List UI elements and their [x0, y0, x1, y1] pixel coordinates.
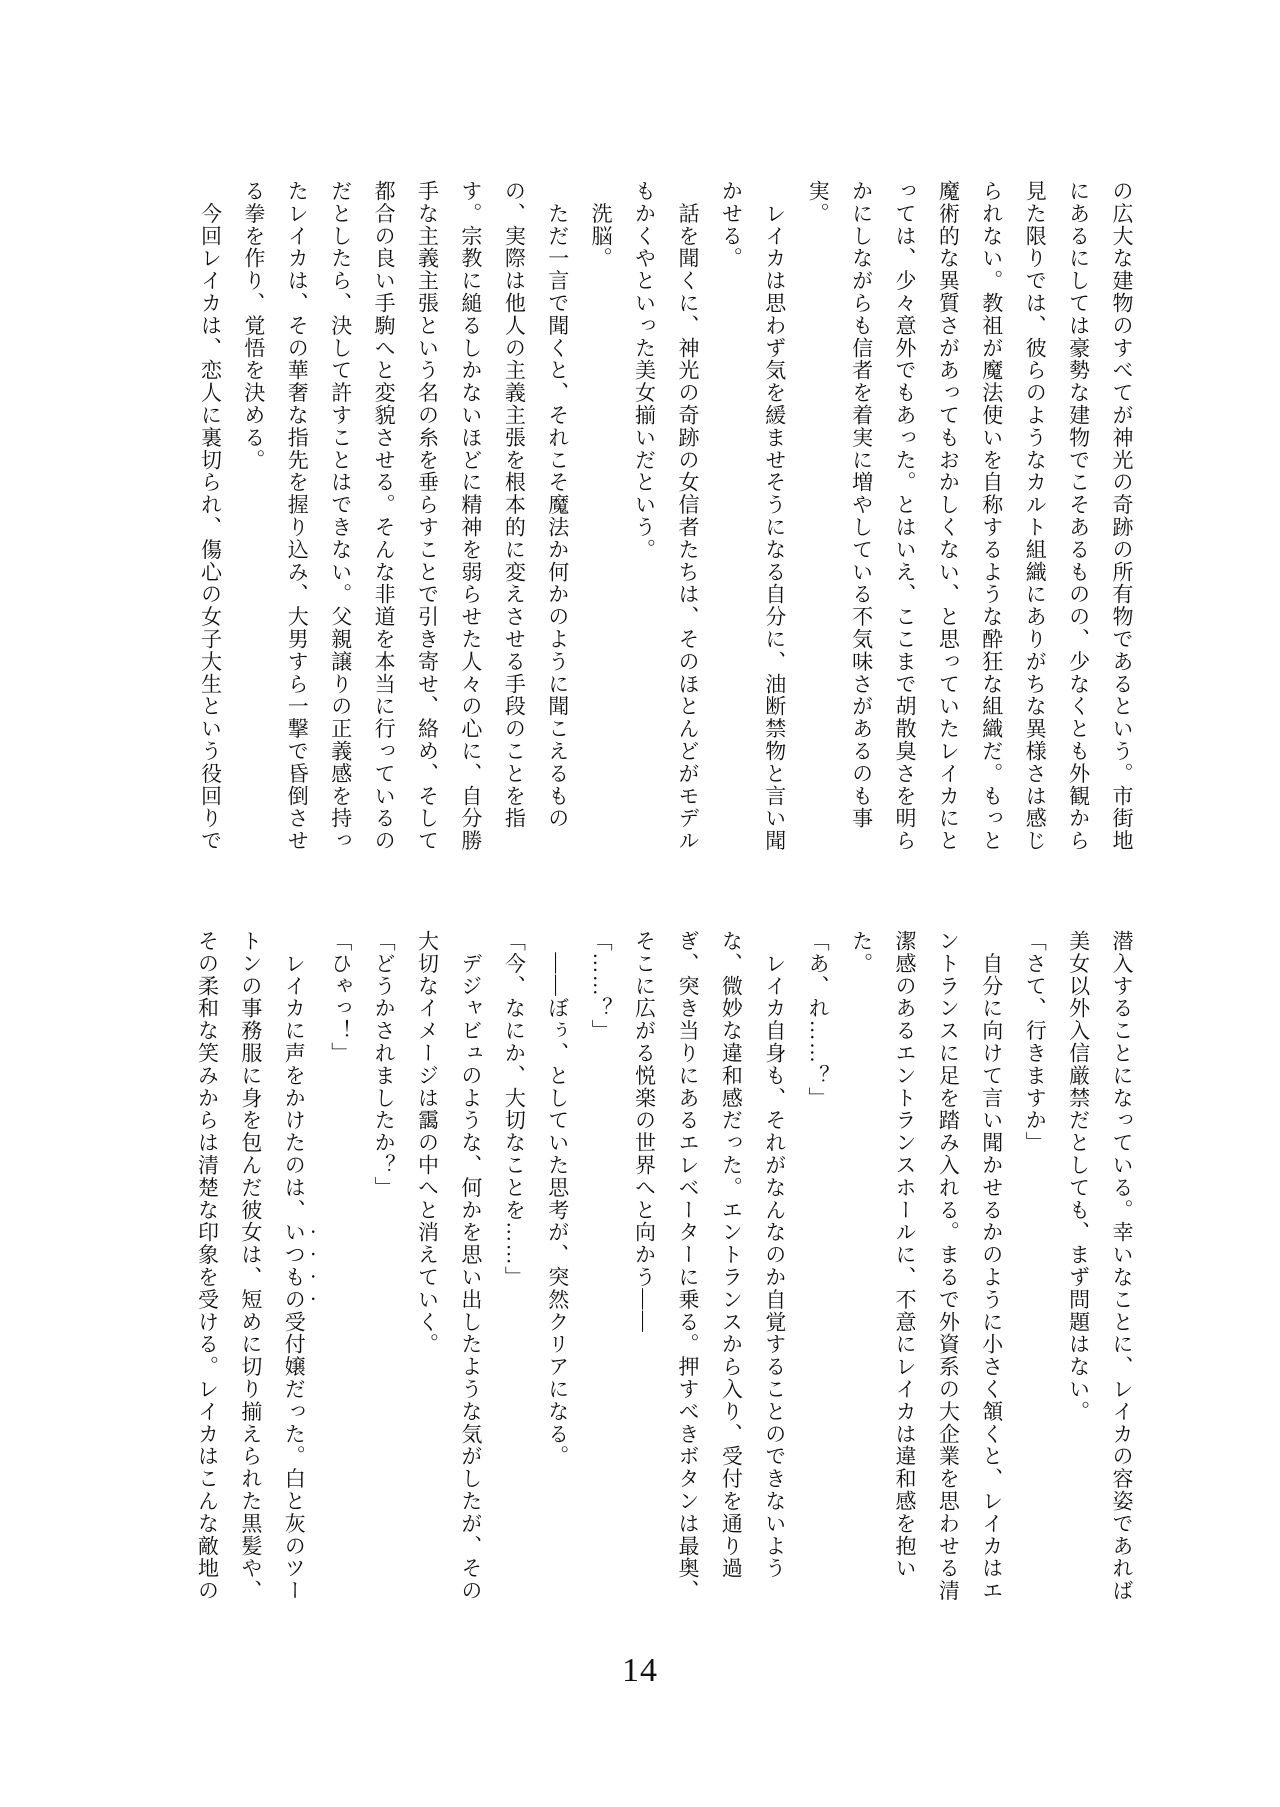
text-line: デジャビュのような、何かを思い出したような気がしたが、その	[458, 930, 483, 1602]
text-line: 手な主義主張という名の糸を垂らすことで引き寄せ、絡め、そして	[415, 180, 440, 852]
text-line: たレイカは、その華奢な指先を握り込み、大男すら一撃で昏倒させ	[285, 180, 310, 852]
text-line: 「今、なにか、大切なことを……」	[502, 930, 527, 1289]
text-line: 「あ、れ……？」	[806, 930, 831, 1110]
text-line: 「どうかされましたか？」	[372, 930, 397, 1199]
text-line: ントランスに足を踏み入れる。まるで外資系の大企業を思わせる清	[936, 930, 961, 1602]
text-line: そこに広がる悦楽の世界へと向かう――	[632, 930, 657, 1334]
text-line: 話を聞くに、神光の奇跡の女信者たちは、そのほとんどがモデル	[675, 180, 700, 852]
text-line: かせる。	[719, 180, 744, 270]
text-line: 潜入することになっている。幸いなことに、レイカの容姿であれば	[1110, 930, 1134, 1602]
text-line: の、実際は他人の主義主張を根本的に変えさせる手段のことを指	[502, 180, 527, 830]
text-line: 洗脳。	[589, 180, 614, 270]
text-line: っては、少々意外でもあった。とはいえ、ここまで胡散臭さを明ら	[892, 180, 917, 852]
text-line: 「さて、行きますか」	[1023, 930, 1048, 1154]
text-line: られない。教祖が魔法使いを自称するような酔狂な組織だ。もっと	[979, 180, 1004, 852]
text-line: 大切なイメージは靄の中へと消えていく。	[415, 930, 440, 1356]
text-line: その柔和な笑みからは清楚な印象を受ける。レイカはこんな敵地の	[195, 930, 220, 1602]
text-line: 実。	[806, 180, 831, 225]
text-line: ただ一言で聞くと、それこそ魔法か何かのように聞こえるもの	[545, 180, 570, 830]
text-line: の広大な建物のすべてが神光の奇跡の所有物であるという。市街地	[1110, 180, 1134, 852]
text-line: す。宗教に縋るしかないほどに精神を弱らせた人々の心に、自分勝	[458, 180, 483, 852]
text-line: 美女以外入信厳禁だとしても、まず問題はない。	[1066, 930, 1091, 1423]
text-line: 今回レイカは、恋人に裏切られ、傷心の女子大生という役回りで	[198, 180, 223, 852]
text-line: レイカは思わず気を緩ませそうになる自分に、油断禁物と言い聞	[762, 180, 787, 852]
text-line: ぎ、突き当りにあるエレベーターに乗る。押すべきボタンは最奥、	[675, 930, 700, 1602]
text-block-bottom	[185, 930, 1143, 1604]
text-line: かにしながらも信者を着実に増やしている不気味さがあるのも事	[849, 180, 874, 830]
text-line: 潔感のあるエントランスホールに、不意にレイカは違和感を抱い	[892, 930, 917, 1580]
text-line: もかくやといった美女揃いだという。	[632, 180, 657, 561]
text-line: 魔術的な異質さがあってもおかしくない、と思っていたレイカにと	[936, 180, 961, 852]
text-segment: 受付嬢だった。白と灰のツー	[282, 1310, 307, 1603]
text-line-with-emphasis	[272, 930, 318, 1604]
emphasized-text: いつもの	[282, 1221, 307, 1311]
text-line: 都合の良い手駒へと変貌させる。そんな非道を本当に行っているの	[372, 180, 397, 852]
text-line: 見た限りでは、彼らのようなカルト組織にありがちな異様さは感じ	[1023, 180, 1048, 852]
text-line: だとしたら、決して許すことはできない。父親譲りの正義感を持っ	[328, 180, 353, 852]
text-line: レイカ自身も、それがなんなのか自覚することのできないよう	[762, 930, 787, 1580]
text-line: ――ぼぅ、としていた思考が、突然クリアになる。	[545, 930, 570, 1468]
text-line: な、微妙な違和感だった。エントランスから入り、受付を通り過	[719, 930, 744, 1580]
text-block-top	[188, 180, 1143, 854]
text-line: トンの事務服に身を包んだ彼女は、短めに切り揃えられた黒髪や、	[238, 930, 263, 1602]
text-line: る拳を作り、覚悟を決める。	[241, 180, 266, 472]
text-line: 自分に向けて言い聞かせるかのように小さく頷くと、レイカはエ	[979, 930, 1004, 1602]
text-line: 「ひゃっ！」	[328, 930, 353, 1065]
text-line: 「……？」	[589, 930, 614, 1042]
text-segment: レイカに声をかけたのは、	[282, 930, 307, 1222]
page-number: 14	[622, 1652, 658, 1689]
text-line: た。	[849, 930, 874, 975]
text-line: にあるにしては豪勢な建物でこそあるものの、少なくとも外観から	[1066, 180, 1091, 852]
